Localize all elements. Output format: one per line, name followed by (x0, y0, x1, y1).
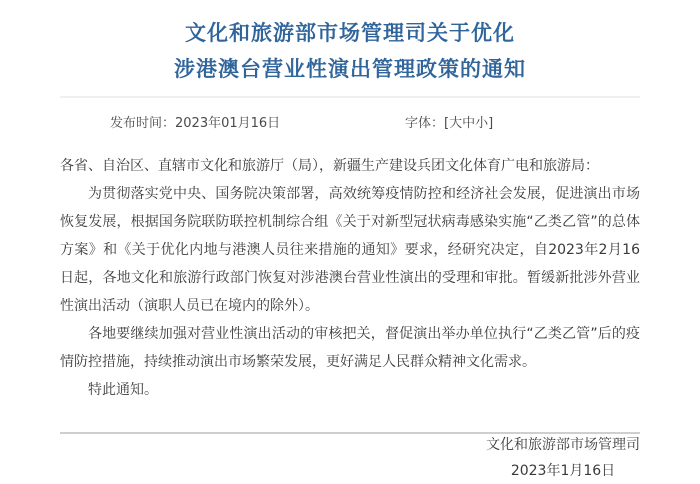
font-size-bracket-open: [ (444, 116, 450, 131)
page-title-line-2: 涉港澳台营业性演出管理政策的通知 (174, 57, 526, 81)
page-title (60, 0, 640, 87)
font-size-bracket-close: ] (488, 116, 494, 131)
signature-inner (486, 432, 640, 484)
page-title-line-1: 文化和旅游部市场管理司关于优化 (185, 21, 515, 45)
font-size-small-link[interactable]: 小 (475, 116, 489, 131)
font-size-switcher (405, 112, 493, 131)
paragraph-closing: 特此通知。 (88, 382, 158, 398)
font-size-large-link[interactable]: 大 (449, 116, 463, 131)
paragraph-main: 为贯彻落实党中央、国务院决策部署，高效统筹疫情防控和经济社会发展，促进演出市场恢复发展，根据国务院联防联控机制综合组《关于对新型冠状病毒感染实施“乙类乙管”的总体方案》和《关于优化内地与港澳人员往来措施的通知》要求，经研究决定，自2023年2月16日起，各地文化和旅游行政部门恢复对涉港澳台营业性演出的受理和审批。暂缓新批涉外营业性演出活动（演职人员已在境内的除外）。 (60, 186, 640, 314)
font-size-label: 字体： (405, 116, 445, 131)
paragraph-supervision: 各地要继续加强对营业性演出活动的审核把关，督促演出举办单位执行“乙类乙管”后的疫情防控措施，持续推动演出市场繁荣发展，更好满足人民群众精神文化需求。 (60, 326, 640, 370)
signature-date: 2023年1月16日 (510, 463, 616, 479)
bottom-divider (60, 432, 640, 434)
signature-block (60, 432, 640, 484)
font-size-medium-link[interactable]: 中 (462, 116, 476, 131)
notice-body (60, 152, 640, 404)
publish-time (110, 112, 280, 131)
title-separator (60, 96, 640, 98)
paragraph-salutation: 各省、自治区、直辖市文化和旅游厅（局），新疆生产建设兵团文化体育广电和旅游局： (60, 158, 599, 174)
notice-content (60, 0, 640, 479)
publish-time-value: 2023年01月16日 (175, 116, 281, 131)
meta-row (60, 112, 640, 132)
publish-time-label: 发布时间： (110, 116, 176, 131)
signature-department: 文化和旅游部市场管理司 (486, 437, 640, 453)
